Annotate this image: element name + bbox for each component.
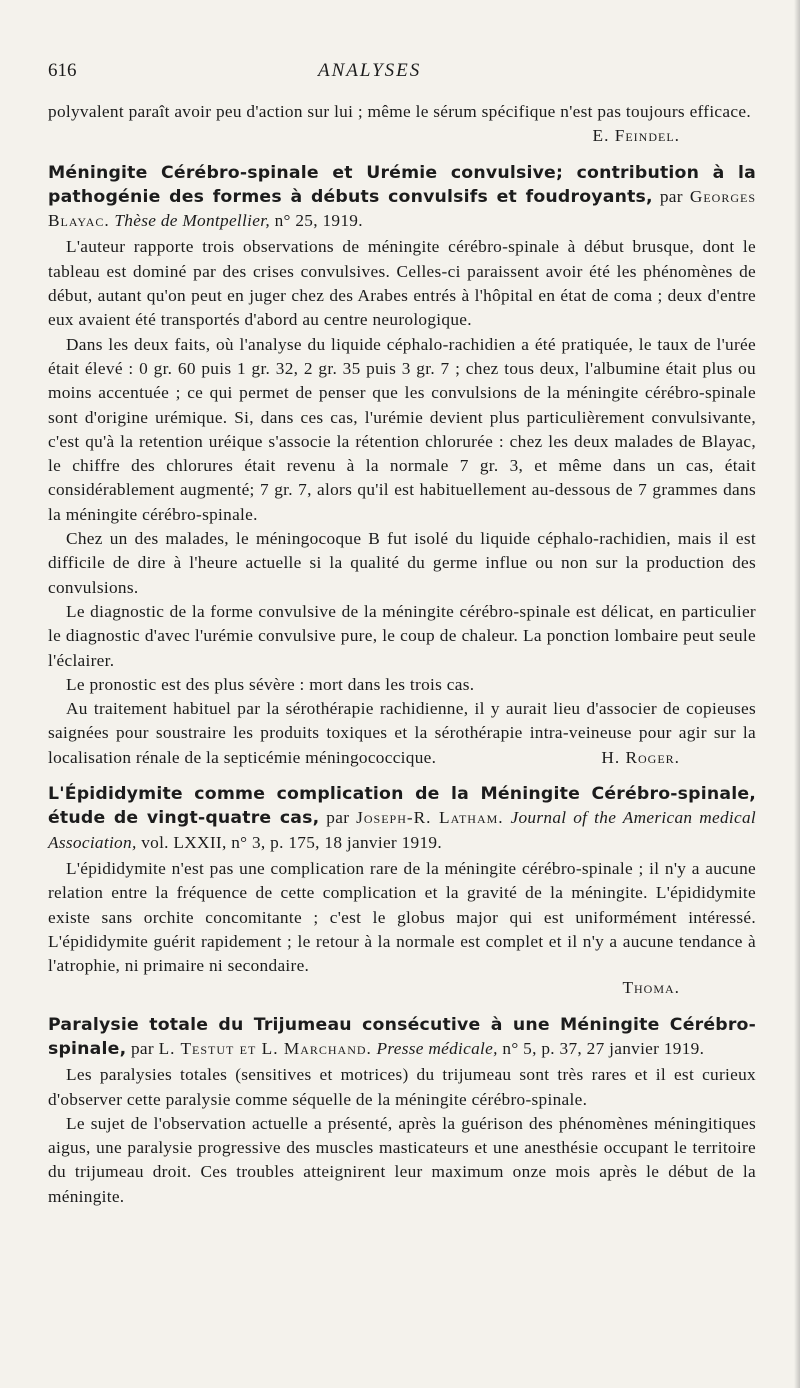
page-edge-shadow <box>794 0 800 1388</box>
intro-text: polyvalent paraît avoir peu d'action sur lui ; même le sérum spécifique n'est pas toujours efficace. <box>48 102 751 121</box>
page-number: 616 <box>48 60 77 81</box>
article-2-signature: Thoma. <box>622 978 680 998</box>
article-1-paragraph-4: Le diagnostic de la forme convulsive de la méningite cérébro-spinale est délicat, en particulier le diagnostic d'avec l'urémie convulsive pure, le coup de chaleur. La ponction lombaire peut seule l'éclairer. <box>48 601 756 670</box>
article-3-heading <box>48 1013 756 1062</box>
article-2-signature-row <box>48 978 756 1000</box>
article-1 <box>48 161 756 770</box>
article-1-title: Méningite Cérébro-spinale et Urémie convulsive; contribution à la pathogénie des formes à débuts convulsifs et foudroyants, <box>48 162 756 207</box>
article-1-heading <box>48 161 756 234</box>
article-3-paragraph-1: Les paralysies totales (sensitives et motrices) du trijumeau sont très rares et il est curieux d'observer cette paralysie comme séquelle de la méningite cérébro-spinale. <box>48 1065 756 1109</box>
article-2-by: par <box>326 808 350 828</box>
article-2-ref: vol. LXXII, n° 3, p. 175, 18 janvier 1919. <box>141 832 442 852</box>
intro-block <box>48 100 756 149</box>
article-1-ref: n° 25, 1919. <box>274 211 363 231</box>
intro-signature-row <box>48 124 756 148</box>
article-1-paragraph-3: Chez un des malades, le méningocoque B fut isolé du liquide céphalo-rachidien, mais il est difficile de dire à l'heure actuelle si la qualité du germe influe ou non sur la production des convulsions. <box>48 529 756 597</box>
article-2-paragraph-1: L'épididymite n'est pas une complication rare de la méningite cérébro-spinale ; il n'y a aucune relation entre la fréquence de cette complication et la gravité de la méningite. L'épididymite existe sans orchite concomitante ; c'est le globus major qui est uniformément intéressé. L'épididymite guérit rapidement ; le retour à la normale est complet et il n'y a aucune tendance à l'atrophie, ni primaire ni secondaire. <box>48 858 756 976</box>
article-1-source: Thèse de Montpellier, <box>114 211 270 231</box>
article-3-source: Presse médicale, <box>376 1038 498 1058</box>
article-2-heading <box>48 782 756 855</box>
running-head: ANALYSES <box>318 60 422 81</box>
intro-signature: E. Feindel. <box>592 126 680 146</box>
article-1-author: Georges Blayac. <box>48 186 756 231</box>
article-1-paragraph-2: Dans les deux faits, où l'analyse du liquide céphalo-rachidien a été pratiquée, le taux de l'urée était élevé : 0 gr. 60 puis 1 gr. 32, 2 gr. 35 puis 3 gr. 7 ; chez tous deux, l'albumine était plus ou moins accentuée ; ce qui permet de penser que les convulsions de la méningite cérébro-spinale sont d'origine urémique. Si, dans ces cas, l'urémie devient plus particulièrement convulsivante, c'est qu'à la retention uréique s'associe la rétention chlorurée : chez les deux malades de Blayac, le chiffre des chlorures était revenu à la normale 7 gr. 3, et même dans un cas, était considérablement augmenté; 7 gr. 7, alors qu'il est habituellement au-dessous de 7 grammes dans la méningite cérébro-spinale. <box>48 334 756 524</box>
article-2 <box>48 782 756 1001</box>
article-2-source: Journal of the American medical Association, <box>48 808 757 852</box>
article-3-paragraph-2: Le sujet de l'observation actuelle a présenté, après la guérison des phénomènes méningitiques aigus, une paralysie progressive des muscles masticateurs et une anesthésie occupant le territoire du trijumeau droit. Ces troubles atteignirent leur maximum onze mois après le début de la méningite. <box>48 1113 756 1206</box>
article-1-paragraph-1: L'auteur rapporte trois observations de méningite cérébro-spinale à début brusque, dont le tableau est dominé par des crises convulsives. Celles-ci paraissent avoir été les phénomènes de début, autant qu'on peut en juger chez des Arabes entrés à l'hôpital en état de coma ; deux d'entre eux avaient été transportés d'abord au centre neurologique. <box>48 237 756 330</box>
article-1-paragraph-6: Au traitement habituel par la sérothérapie rachidienne, il y aurait lieu d'associer de copieuses saignées pour soustraire les produits toxiques et la sérothérapie intra-veineuse pour agir sur la localisation rénale de la septicémie méningococcique. <box>48 699 756 767</box>
article-3-author: L. Testut et L. Marchand. <box>158 1038 372 1058</box>
article-2-author: Joseph-R. Latham. <box>356 808 504 828</box>
article-3 <box>48 1013 756 1209</box>
article-2-title: L'Épididymite comme complication de la Méningite Cérébro-spinale, étude de vingt-quatre cas, <box>48 784 756 829</box>
article-3-by: par <box>130 1038 154 1058</box>
article-1-by: par <box>659 186 683 206</box>
article-1-signature: H. Roger. <box>601 747 680 767</box>
article-1-paragraph-5: Le pronostic est des plus sévère : mort dans les trois cas. <box>66 674 475 694</box>
page-header <box>48 60 756 96</box>
article-3-ref: n° 5, p. 37, 27 janvier 1919. <box>502 1038 705 1058</box>
article-3-title: Paralysie totale du Trijumeau consécutive à une Méningite Cérébro-spinale, <box>48 1014 756 1059</box>
intro-paragraph <box>48 100 756 124</box>
